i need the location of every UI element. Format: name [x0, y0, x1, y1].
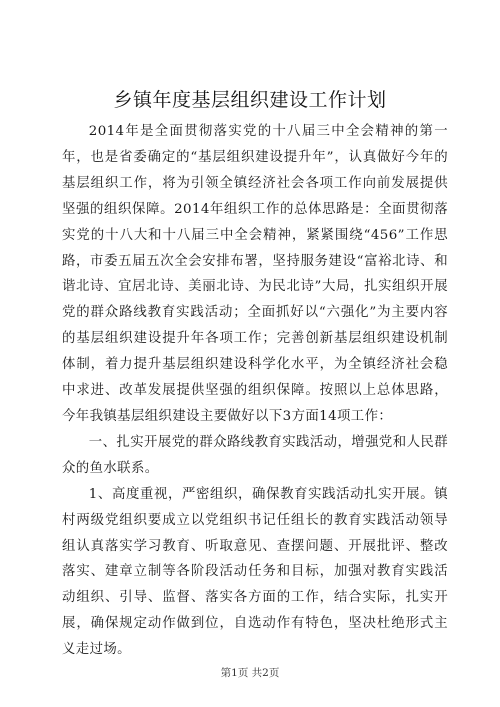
- document-title: 乡镇年度基层组织建设工作计划: [113, 89, 387, 111]
- page-number-footer: 第1页 共2页: [220, 667, 280, 679]
- paragraph-item-1: 1、高度重视，严密组织，确保教育实践活动扎实开展。镇村两级党组织要成立以党组织书记任组长的教育实践活动领导组认真落实学习教育、听取意见、查摆问题、开展批评、整改落实、建章立制等各阶段活动任务和目标，加强对教育实践活动组织、引导、监督、落实各方面的工作，结合实际，扎实开展，确保规定动作做到位，自选动作有特色，坚决杜绝形式主义走过场。: [62, 486, 448, 658]
- document-body: [62, 119, 448, 663]
- paragraph-section-heading: 一、扎实开展党的群众路线教育实践活动，增强党和人民群众的鱼水联系。: [62, 434, 448, 476]
- paragraph-intro: 2014年是全面贯彻落实党的十八届三中全会精神的第一年，也是省委确定的“基层组织建设提升年”，认真做好今年的基层组织工作，将为引领全镇经济社会各项工作向前发展提供坚强的组织保障。2014年组织工作的总体思路是：全面贯彻落实党的十八大和十八届三中全会精神，紧紧围绕“456”工作思路，市委五届五次全会安排布署，坚持服务建设“富裕北诗、和谐北诗、宜居北诗、美丽北诗、为民北诗”大局，扎实组织开展党的群众路线教育实践活动；全面抓好以“六强化”为主要内容的基层组织建设提升年各项工作；完善创新基层组织建设机制体制，着力提升基层组织建设科学化水平，为全镇经济社会稳中求进、改革发展提供坚强的组织保障。按照以上总体思路，今年我镇基层组织建设主要做好以下3方面14项工作：: [62, 124, 448, 424]
